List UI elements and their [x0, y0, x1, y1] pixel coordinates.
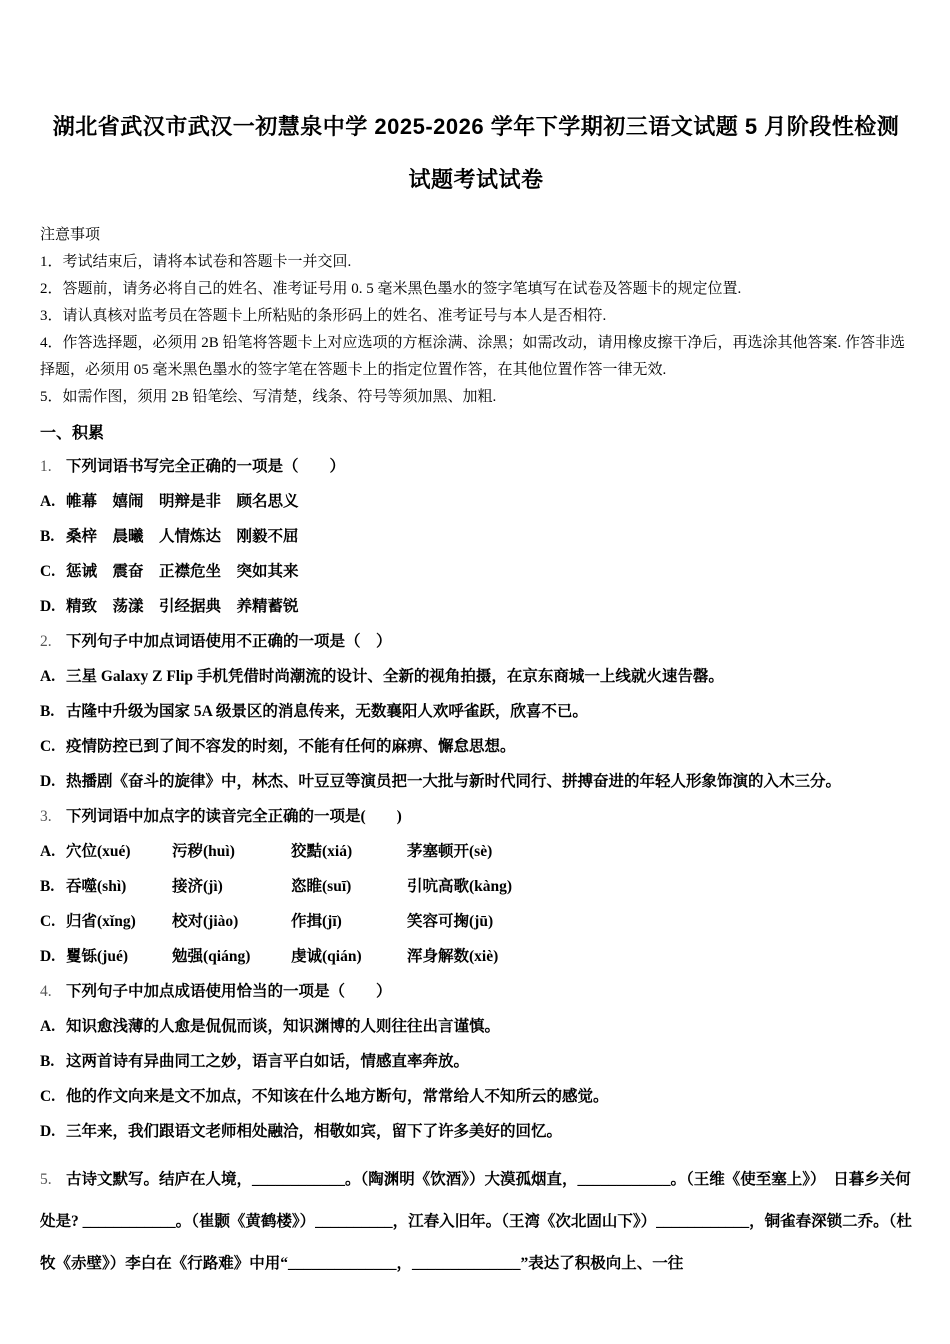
question-1-number: 1. — [40, 458, 52, 475]
word-pinyin: 虔诚(qián) — [291, 948, 362, 965]
question-2-option-d: D. 热播剧《奋斗的旋律》中，林杰、叶豆豆等演员把一大批与新时代同行、拼搏奋进的年轻人形象饰演的入木三分。 — [40, 771, 912, 793]
question-5-body: 古诗文默写。结庐在人境，____________。（陶渊明《饮酒》）大漠孤烟直，____________。（王维《使至塞上》） 日暮乡关何处是? ____________。（崔颢《黄鹤楼》）__________，江春入旧年。（王湾《次北固山下》）____________，铜雀春深锁二乔。（杜牧《赤壁》）李白在《行路难》中用“______________，______________”表达了积极向上、一往 — [40, 1171, 912, 1272]
option-label: A. — [40, 493, 56, 510]
word-pinyin: 吞噬(shì) — [66, 878, 127, 895]
word-pinyin: 引吭高歌(kàng) — [407, 878, 513, 895]
option-label: B. — [40, 1053, 55, 1070]
question-4-option-d: D. 三年来，我们跟语文老师相处融洽，相敬如宾，留下了许多美好的回忆。 — [40, 1121, 912, 1143]
option-label: C. — [40, 913, 56, 930]
word-pinyin: 接济(jì) — [172, 878, 223, 895]
word-pinyin: 浑身解数(xiè) — [407, 948, 499, 965]
notice-section — [40, 222, 912, 411]
question-1-option-d: D. 精致 荡漾 引经据典 养精蓄锐 — [40, 596, 912, 618]
question-5 — [40, 1159, 912, 1285]
option-label: C. — [40, 563, 56, 580]
option-label: B. — [40, 528, 55, 545]
question-1-option-b: B. 桑梓 晨曦 人情炼达 刚毅不屈 — [40, 526, 912, 548]
word-pinyin: 勉强(qiáng) — [172, 948, 251, 965]
question-1-stem: 1. 下列词语书写完全正确的一项是（ ） — [40, 456, 912, 478]
option-label: D. — [40, 1123, 56, 1140]
question-3-number: 3. — [40, 808, 52, 825]
word-pinyin: 狡黠(xiá) — [291, 843, 353, 860]
section-heading-accumulation: 一、积累 — [40, 425, 105, 442]
notice-item-5: 5．如需作图，须用 2B 铅笔绘、写清楚，线条、符号等须加黑、加粗. — [40, 389, 497, 405]
notice-item-3: 3．请认真核对监考员在答题卡上所粘贴的条形码上的姓名、准考证号与本人是否相符. — [40, 308, 607, 324]
question-2-number: 2. — [40, 633, 52, 650]
question-5-number: 5. — [40, 1171, 52, 1188]
question-3-option-b — [40, 876, 912, 898]
question-4-option-c: C. 他的作文向来是文不加点，不知该在什么地方断句，常常给人不知所云的感觉。 — [40, 1086, 912, 1108]
option-label: A. — [40, 1018, 56, 1035]
question-4 — [40, 981, 912, 1143]
question-1-option-a: A. 帷幕 嬉闹 明辩是非 顾名思义 — [40, 491, 912, 513]
question-4-stem: 4. 下列句子中加点成语使用恰当的一项是（ ） — [40, 981, 912, 1003]
question-2-option-b: B. 古隆中升级为国家 5A 级景区的消息传来，无数襄阳人欢呼雀跃，欣喜不已。 — [40, 701, 912, 723]
question-1 — [40, 456, 912, 618]
word-pinyin: 作揖(jī) — [291, 913, 342, 930]
option-label: B. — [40, 878, 55, 895]
question-3-option-c — [40, 911, 912, 933]
page-title — [40, 100, 912, 206]
question-2-option-a: A. 三星 Galaxy Z Flip 手机凭借时尚潮流的设计、全新的视角拍摄，在京东商城一上线就火速告罄。 — [40, 666, 912, 688]
question-2-stem: 2. 下列句子中加点词语使用不正确的一项是（ ） — [40, 631, 912, 653]
question-1-option-c: C. 惩诫 震奋 正襟危坐 突如其来 — [40, 561, 912, 583]
option-label: A. — [40, 668, 56, 685]
question-4-number: 4. — [40, 983, 52, 1000]
question-3-stem: 3. 下列词语中加点字的读音完全正确的一项是( ) — [40, 806, 912, 828]
question-4-option-b: B. 这两首诗有异曲同工之妙，语言平白如话，情感直率奔放。 — [40, 1051, 912, 1073]
question-3-option-d — [40, 946, 912, 968]
option-label: D. — [40, 773, 56, 790]
word-pinyin: 笑容可掬(jū) — [407, 913, 494, 930]
option-label: C. — [40, 1088, 56, 1105]
notice-heading: 注意事项 — [40, 227, 101, 243]
word-pinyin: 污秽(huì) — [172, 843, 235, 860]
question-2 — [40, 631, 912, 793]
option-label: C. — [40, 738, 56, 755]
question-5-text — [40, 1159, 912, 1285]
word-pinyin: 恣睢(suī) — [291, 878, 352, 895]
notice-item-2: 2．答题前，请务必将自己的姓名、准考证号用 0. 5 毫米黑色墨水的签字笔填写在试卷及答题卡的规定位置. — [40, 281, 742, 297]
option-label: D. — [40, 948, 56, 965]
option-label: B. — [40, 703, 55, 720]
option-label: D. — [40, 598, 56, 615]
page-title-line1: 湖北省武汉市武汉一初慧泉中学 2025-2026 学年下学期初三语文试题 5 月阶段性检测 — [52, 114, 900, 139]
word-pinyin: 茅塞顿开(sè) — [407, 843, 493, 860]
notice-item-4: 4．作答选择题，必须用 2B 铅笔将答题卡上对应选项的方框涂满、涂黑；如需改动，请用橡皮擦干净后，再选涂其他答案. 作答非选择题，必须用 05 毫米黑色墨水的签字笔在答题卡上的指定位置作答，在其他位置作答一律无效. — [40, 335, 906, 378]
word-pinyin: 校对(jiào) — [172, 913, 239, 930]
notice-item-1: 1．考试结束后，请将本试卷和答题卡一并交回. — [40, 254, 352, 270]
question-4-option-a: A. 知识愈浅薄的人愈是侃侃而谈，知识渊博的人则往往出言谨慎。 — [40, 1016, 912, 1038]
word-pinyin: 矍铄(jué) — [66, 948, 128, 965]
word-pinyin: 归省(xǐng) — [66, 913, 136, 930]
option-label: A. — [40, 843, 56, 860]
word-pinyin: 穴位(xué) — [66, 843, 131, 860]
question-3 — [40, 806, 912, 968]
question-3-option-a — [40, 841, 912, 863]
question-2-option-c: C. 疫情防控已到了间不容发的时刻，不能有任何的麻痹、懈怠思想。 — [40, 736, 912, 758]
page-title-line2: 试题考试试卷 — [408, 167, 544, 192]
